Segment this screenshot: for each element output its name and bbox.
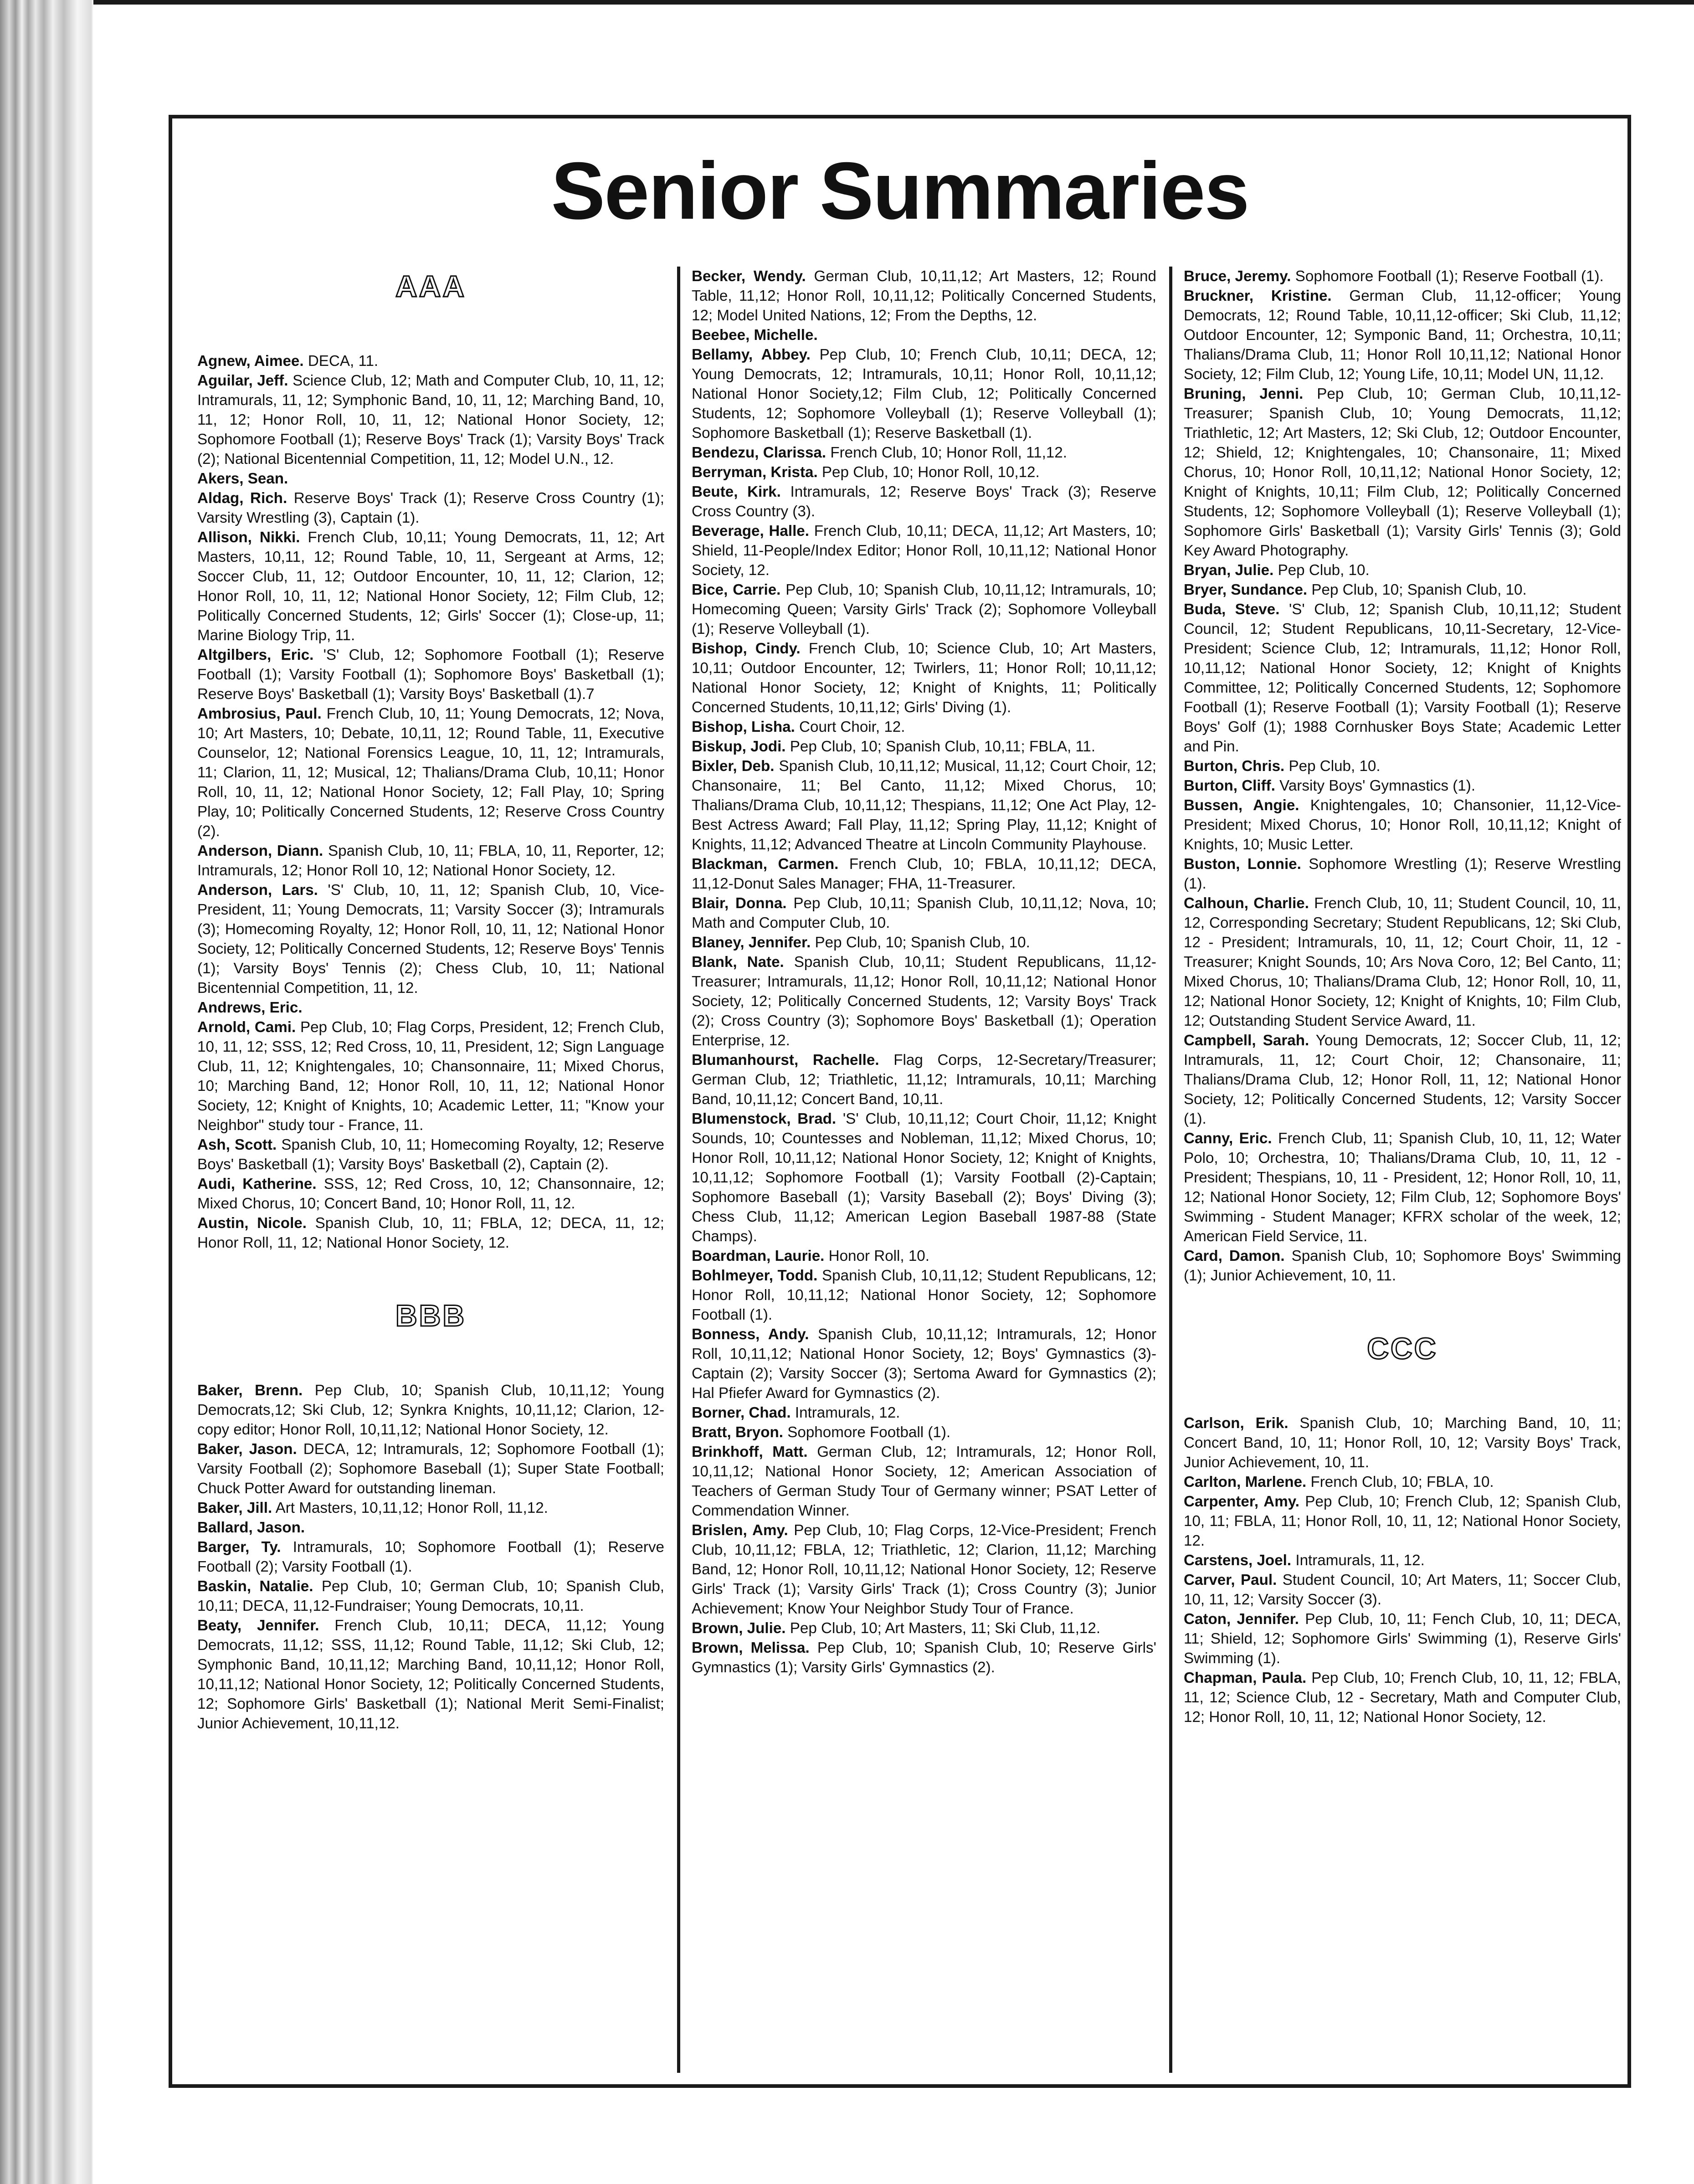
activities-text: Pep Club, 10; Spanish Club, 10,11; FBLA, 11.	[790, 738, 1096, 755]
senior-entry	[1184, 756, 1621, 776]
activities-text: Knightengales, 10; Chansonier, 11,12-Vice-President; Mixed Chorus, 10; Honor Roll, 10,11,12; Knight of Knights, 10; Music Letter.	[1184, 797, 1621, 853]
student-name: Blair, Donna.	[692, 895, 787, 912]
senior-entry	[1184, 384, 1621, 560]
student-name: Ambrosius, Paul.	[197, 705, 322, 722]
senior-entry	[692, 1619, 1156, 1638]
student-name: Bishop, Lisha.	[692, 719, 795, 735]
activities-text: Sophomore Football (1); Reserve Football (1).	[1295, 268, 1604, 285]
student-name: Bohlmeyer, Todd.	[692, 1267, 818, 1284]
student-name: Caton, Jennifer.	[1184, 1611, 1299, 1628]
activities-text: Pep Club, 10.	[1278, 562, 1370, 579]
entries-b2	[692, 267, 1156, 1677]
senior-entry	[197, 1518, 664, 1537]
student-name: Bruning, Jenni.	[1184, 385, 1304, 402]
student-name: Baker, Jason.	[197, 1441, 297, 1458]
activities-text: Pep Club, 10; German Club, 10; Spanish Club, 10,11; DECA, 11,12-Fundraiser; Young Democrats, 10,11.	[197, 1578, 664, 1614]
column-2	[692, 267, 1156, 2057]
senior-entry	[692, 933, 1156, 952]
senior-entry	[197, 841, 664, 880]
senior-entry	[1184, 1129, 1621, 1246]
student-name: Carstens, Joel.	[1184, 1552, 1292, 1569]
activities-text: Spanish Club, 10, 11; Homecoming Royalty, 12; Reserve Boys' Basketball (1); Varsity Boys' Basketball (2), Captain (2).	[197, 1136, 664, 1173]
senior-entry	[1184, 1570, 1621, 1609]
student-name: Ash, Scott.	[197, 1136, 277, 1153]
senior-entry	[197, 645, 664, 704]
activities-text: French Club, 10; Honor Roll, 11,12.	[830, 444, 1067, 461]
senior-entry	[197, 469, 664, 488]
student-name: Burton, Cliff.	[1184, 777, 1275, 794]
student-name: Baskin, Natalie.	[197, 1578, 313, 1595]
student-name: Anderson, Lars.	[197, 882, 318, 899]
student-name: Bice, Carrie.	[692, 581, 781, 598]
student-name: Beebee, Michelle.	[692, 327, 818, 344]
activities-text: Pep Club, 10; French Club, 10,11; DECA, 12; Young Democrats, 12; Intramurals, 10,11; Honor Roll, 10,11,12; National Honor Society,12; Film Club, 12; Politically Concerned Students, 12; Sophomore Volleyball (1); Reserve Volleyball (1); Sophomore Basketball (1); Reserve Basketball (1).	[692, 346, 1156, 442]
senior-entry	[692, 267, 1156, 325]
senior-entry	[1184, 286, 1621, 384]
student-name: Chapman, Paula.	[1184, 1670, 1307, 1686]
activities-text: Spanish Club, 10,11,12; Intramurals, 12; Honor Roll, 10,11,12; National Honor Society, 12; Boys' Gymnastics (3)-Captain (2); Varsity Soccer (3); Sertoma Award for Gymnastics (2); Hal Pfiefer Award for Gymnastics (2).	[692, 1326, 1156, 1402]
activities-text: DECA, 11.	[308, 353, 379, 370]
senior-entry	[197, 488, 664, 528]
student-name: Calhoun, Charlie.	[1184, 895, 1309, 912]
activities-text: DECA, 12; Intramurals, 12; Sophomore Football (1); Varsity Football (2); Sophomore Baseball (1); Super State Football; Chuck Potter Award for outstanding lineman.	[197, 1441, 664, 1497]
activities-text: Pep Club, 10; Flag Corps, President, 12; French Club, 10, 11, 12; SSS, 12; Red Cross, 10, 11, President, 12; Sign Language Club, 11, 12; Knightengales, 10; Chansonnaire, 11; Mixed Chorus, 10; Marching Band, 12; Honor Roll, 10, 11, 12; National Honor Society, 12; Knight of Knights, 10; Academic Letter, 11; "Know your Neighbor" study tour - France, 11.	[197, 1019, 664, 1134]
activities-text: Young Democrats, 12; Soccer Club, 11, 12; Intramurals, 11, 12; Court Choir, 12; Chansonaire, 11; Thalians/Drama Club, 12; Honor Roll, 11, 12; National Honor Society, 12; Politically Concerned Students, 12; Varsity Soccer (1).	[1184, 1032, 1621, 1127]
student-name: Carver, Paul.	[1184, 1572, 1277, 1588]
student-name: Beute, Kirk.	[692, 483, 781, 500]
senior-entry	[692, 1266, 1156, 1325]
column-divider	[677, 267, 680, 2073]
senior-entry	[692, 1442, 1156, 1521]
student-name: Ballard, Jason.	[197, 1519, 305, 1536]
student-name: Blumenstock, Brad.	[692, 1110, 837, 1127]
senior-entry	[197, 880, 664, 998]
student-name: Barger, Ty.	[197, 1539, 281, 1556]
entries-c	[1184, 1413, 1621, 1727]
student-name: Bishop, Cindy.	[692, 640, 801, 657]
student-name: Becker, Wendy.	[692, 268, 806, 285]
activities-text: Sophomore Wrestling (1); Reserve Wrestling (1).	[1184, 856, 1621, 892]
column-1	[197, 267, 664, 2057]
student-name: Aldag, Rich.	[197, 490, 287, 507]
activities-text: French Club, 10,11; DECA, 11,12; Art Masters, 10; Shield, 11-People/Index Editor; Honor Roll, 10,11,12; National Honor Society, 12.	[692, 523, 1156, 579]
activities-text: Art Masters, 10,11,12; Honor Roll, 11,12.	[275, 1500, 548, 1516]
student-name: Altgilbers, Eric.	[197, 647, 314, 663]
senior-entry	[1184, 1031, 1621, 1129]
senior-entry	[692, 1246, 1156, 1266]
senior-entry	[692, 1521, 1156, 1619]
student-name: Carlton, Marlene.	[1184, 1474, 1307, 1490]
entries-b1	[197, 1381, 664, 1733]
activities-text: Court Choir, 12.	[799, 719, 905, 735]
activities-text: Intramurals, 12; Reserve Boys' Track (3); Reserve Cross Country (3).	[692, 483, 1156, 520]
senior-entry	[197, 1174, 664, 1213]
student-name: Blackman, Carmen.	[692, 856, 839, 873]
student-name: Borner, Chad.	[692, 1404, 791, 1421]
activities-text: Pep Club, 10,11; Spanish Club, 10,11,12; Nova, 10; Math and Computer Club, 10.	[692, 895, 1156, 931]
senior-entry	[692, 639, 1156, 717]
entries-b3	[1184, 267, 1621, 1285]
senior-entry	[1184, 580, 1621, 600]
senior-entry	[692, 854, 1156, 894]
activities-text: French Club, 11; Spanish Club, 10, 11, 12; Water Polo, 10; Orchestra, 10; Thalians/Drama Club, 10, 11, 12 - President; Thespians, 10, 11 - President, 12; Honor Roll, 10, 11, 12; National Honor Society, 12; Film Club, 12; Sophomore Boys' Swimming - Student Manager; KFRX scholar of the week, 12; American Field Service, 11.	[1184, 1130, 1621, 1245]
activities-text: Pep Club, 10.	[1288, 758, 1381, 775]
senior-entry	[692, 1325, 1156, 1403]
senior-entry	[197, 351, 664, 371]
senior-entry	[1184, 1413, 1621, 1472]
student-name: Baker, Jill.	[197, 1500, 272, 1516]
activities-text: 'S' Club, 12; Spanish Club, 10,11,12; Student Council, 12; Student Republicans, 10,11-Secretary, 12-Vice-President; Science Club, 12; Intramurals, 11,12; Honor Roll, 10,11,12; National Honor Society, 12; Knight of Knights Committee, 12; Politically Concerned Students, 12; Sophomore Football (1); Reserve Football (1); Varsity Football (1); Reserve Boys' Golf (1); 1988 Cornhusker Boys State; Academic Letter and Pin.	[1184, 601, 1621, 755]
senior-entry	[692, 482, 1156, 521]
senior-entry	[197, 371, 664, 469]
activities-text: French Club, 10, 11; Student Council, 10, 11, 12, Corresponding Secretary; Student Republicans, 12; Ski Club, 12 - President; Intramurals, 10, 11, 12; Court Choir, 11, 12 - Treasurer; Knight Sounds, 10; Ars Nova Coro, 12; Bel Canto, 11; Mixed Chorus, 10; Thalians/Drama Club, 12; Honor Roll, 10, 11, 12; National Honor Society, 12; Knight of Knights, 10; Film Club, 12; Outstanding Student Service Award, 11.	[1184, 895, 1621, 1029]
senior-entry	[197, 1017, 664, 1135]
student-name: Carpenter, Amy.	[1184, 1493, 1299, 1510]
activities-text: Intramurals, 11, 12.	[1295, 1552, 1425, 1569]
activities-text: Spanish Club, 10, 11; FBLA, 10, 11, Reporter, 12; Intramurals, 12; Honor Roll 10, 12; National Honor Society, 12.	[197, 843, 664, 879]
activities-text: Pep Club, 10; Spanish Club, 10,11,12; Intramurals, 10; Homecoming Queen; Varsity Girls' Track (2); Sophomore Volleyball (1); Reserve Volleyball (1).	[692, 581, 1156, 637]
activities-text: Spanish Club, 10,11; Student Republicans, 11,12-Treasurer; Intramurals, 11,12; Honor Roll, 10,11,12; National Honor Society, 12; Politically Concerned Students, 12; Varsity Boys' Track (2); Cross Country (3); Sophomore Boys' Basketball (1); Operation Enterprise, 12.	[692, 954, 1156, 1049]
senior-entry	[197, 1135, 664, 1174]
student-name: Aguilar, Jeff.	[197, 372, 288, 389]
student-name: Arnold, Cami.	[197, 1019, 296, 1036]
senior-entry	[1184, 560, 1621, 580]
senior-entry	[692, 952, 1156, 1050]
student-name: Card, Damon.	[1184, 1248, 1285, 1264]
activities-text: Pep Club, 10; French Club, 12; Spanish Club, 10, 11; FBLA, 11; Honor Roll, 10, 11, 12; National Honor Society, 12.	[1184, 1493, 1621, 1549]
activities-text: Science Club, 12; Math and Computer Club, 10, 11, 12; Intramurals, 11, 12; Symphonic Band, 10, 11, 12; Marching Band, 10, 11, 12; Honor Roll, 10, 11, 12; National Honor Society, 12; Sophomore Football (1); Reserve Boys' Track (1); Varsity Boys' Track (2); National Bicentennial Competition, 11, 12; Model U.N., 12.	[197, 372, 664, 468]
activities-text: Pep Club, 10; French Club, 10, 11, 12; FBLA, 11, 12; Science Club, 12 - Secretary, Math and Computer Club, 12; Honor Roll, 10, 11, 12; National Honor Society, 12.	[1184, 1670, 1621, 1726]
senior-entry	[1184, 1551, 1621, 1570]
activities-text: Varsity Boys' Gymnastics (1).	[1279, 777, 1476, 794]
activities-text: Pep Club, 10, 11; Fench Club, 10, 11; DECA, 11; Shield, 12; Sophomore Girls' Swimming (1), Reserve Girls' Swimming (1).	[1184, 1611, 1621, 1667]
senior-entry	[1184, 1492, 1621, 1551]
activities-text: French Club, 10; FBLA, 10,11,12; DECA, 11,12-Donut Sales Manager; FHA, 11-Treasurer.	[692, 856, 1156, 892]
student-name: Audi, Katherine.	[197, 1176, 317, 1192]
senior-entry	[692, 1050, 1156, 1109]
activities-text: Spanish Club, 10; Sophomore Boys' Swimming (1); Junior Achievement, 10, 11.	[1184, 1248, 1621, 1284]
activities-text: Pep Club, 10; Spanish Club, 10.	[1311, 581, 1527, 598]
student-name: Canny, Eric.	[1184, 1130, 1272, 1147]
senior-entry	[692, 737, 1156, 756]
activities-text: French Club, 10; FBLA, 10.	[1310, 1474, 1494, 1490]
senior-entry	[692, 717, 1156, 737]
senior-entry	[1184, 776, 1621, 796]
top-rule	[93, 0, 1694, 5]
senior-entry	[1184, 1609, 1621, 1668]
activities-text: Student Council, 10; Art Maters, 11; Soccer Club, 10, 11, 12; Varsity Soccer (3).	[1184, 1572, 1621, 1608]
student-name: Carlson, Erik.	[1184, 1415, 1288, 1432]
section-header-aaa: AAA	[395, 269, 466, 303]
activities-text: German Club, 12; Intramurals, 12; Honor Roll, 10,11,12; National Honor Society, 12; American Association of Teachers of German Study Tour of Germany winner; PSAT Letter of Commendation Winner.	[692, 1444, 1156, 1519]
student-name: Baker, Brenn.	[197, 1382, 303, 1399]
student-name: Bruce, Jeremy.	[1184, 268, 1291, 285]
senior-entry	[692, 521, 1156, 580]
student-name: Burton, Chris.	[1184, 758, 1285, 775]
activities-text: French Club, 10,11; DECA, 11,12; Young Democrats, 11,12; SSS, 11,12; Round Table, 11,12; Ski Club, 12; Symphonic Band, 10,11,12; Marching Band, 10,11,12; Honor Roll, 10,11,12; National Honor Society, 12; Politically Concerned Students, 12; Sophomore Girls' Basketball (1); National Merit Semi-Finalist; Junior Achievement, 10,11,12.	[197, 1617, 664, 1732]
senior-entry	[197, 1213, 664, 1253]
activities-text: German Club, 10,11,12; Art Masters, 12; Round Table, 11,12; Honor Roll, 10,11,12; Politically Concerned Students, 12; Model United Nations, 12; From the Depths, 12.	[692, 268, 1156, 324]
activities-text: Flag Corps, 12-Secretary/Treasurer; German Club, 12; Triathletic, 11,12; Intramurals, 10,11; Marching Band, 10,11,12; Concert Band, 10,11.	[692, 1052, 1156, 1108]
page-frame	[169, 115, 1631, 2088]
student-name: Bryan, Julie.	[1184, 562, 1274, 579]
senior-entry	[692, 1109, 1156, 1246]
column-3	[1184, 267, 1621, 2057]
student-name: Berryman, Krista.	[692, 464, 818, 481]
student-name: Bruckner, Kristine.	[1184, 288, 1332, 304]
activities-text: German Club, 11,12-officer; Young Democrats, 12; Round Table, 10,11,12-officer; Ski Club, 11,12; Outdoor Encounter, 12; Symponic Band, 11; Orchestra, 10,11; Thalians/Drama Club, 11; Honor Roll 10,11,12; National Honor Society, 12; Film Club, 12; Young Life, 10,11; Model UN, 11,12.	[1184, 288, 1621, 383]
senior-entry	[197, 704, 664, 841]
senior-entry	[197, 1439, 664, 1498]
senior-entry	[692, 580, 1156, 639]
student-name: Bussen, Angie.	[1184, 797, 1299, 814]
activities-text: Reserve Boys' Track (1); Reserve Cross Country (1); Varsity Wrestling (3), Captain (1).	[197, 490, 664, 526]
student-name: Austin, Nicole.	[197, 1215, 307, 1232]
entries-a	[197, 351, 664, 1253]
activities-text: Spanish Club, 10,11,12; Student Republicans, 12; Honor Roll, 10,11,12; National Honor Society, 12; Sophomore Football (1).	[692, 1267, 1156, 1323]
senior-entry	[1184, 600, 1621, 756]
senior-entry	[197, 1577, 664, 1616]
student-name: Allison, Nikki.	[197, 529, 300, 546]
activities-text: Pep Club, 10; Spanish Club, 10; Reserve Girls' Gymnastics (1); Varsity Girls' Gymnastics (2).	[692, 1639, 1156, 1676]
activities-text: French Club, 10, 11; Young Democrats, 12; Nova, 10; Art Masters, 10; Debate, 10,11, 12; Round Table, 11, Executive Counselor, 12; National Forensics League, 10, 11, 12; Intramurals, 11; Clarion, 11, 12; Musical, 12; Thalians/Drama Club, 10,11; Honor Roll, 10, 11, 12; National Honor Society, 12; Fall Play, 10; Spring Play, 10; Politically Concerned Students, 12; Reserve Cross Country (2).	[197, 705, 664, 840]
senior-entry	[197, 1381, 664, 1439]
senior-entry	[1184, 854, 1621, 894]
senior-entry	[1184, 1246, 1621, 1285]
senior-entry	[197, 1616, 664, 1733]
student-name: Brown, Julie.	[692, 1620, 786, 1637]
activities-text: Pep Club, 10; Honor Roll, 10,12.	[821, 464, 1040, 481]
activities-text: Spanish Club, 10; Marching Band, 10, 11; Concert Band, 10, 11; Honor Roll, 10, 12; Varsity Boys' Track, Junior Achievement, 10, 11.	[1184, 1415, 1621, 1471]
senior-entry	[692, 462, 1156, 482]
student-name: Brinkhoff, Matt.	[692, 1444, 808, 1460]
section-header-bbb: BBB	[395, 1299, 466, 1332]
student-name: Brown, Melissa.	[692, 1639, 810, 1656]
senior-entry	[197, 998, 664, 1017]
student-name: Bellamy, Abbey.	[692, 346, 811, 363]
student-name: Anderson, Diann.	[197, 843, 323, 859]
senior-entry	[692, 325, 1156, 345]
student-name: Campbell, Sarah.	[1184, 1032, 1309, 1049]
activities-text: Honor Roll, 10.	[828, 1248, 929, 1264]
activities-text: Pep Club, 10; Spanish Club, 10.	[815, 934, 1030, 951]
student-name: Brislen, Amy.	[692, 1522, 788, 1539]
student-name: Bryer, Sundance.	[1184, 581, 1308, 598]
student-name: Bendezu, Clarissa.	[692, 444, 826, 461]
senior-entry	[692, 1638, 1156, 1677]
senior-entry	[1184, 796, 1621, 854]
activities-text: Spanish Club, 10,11,12; Musical, 11,12; Court Choir, 12; Chansonaire, 11; Bel Canto, 11,12; Mixed Chorus, 10; Thalians/Drama Club, 10,11,12; Thespians, 11,12; One Act Play, 12-Best Actress Award; Fall Play, 11,12; Spring Play, 11,12; Knight of Knights, 11,12; Advanced Theatre at Lincoln Community Playhouse.	[692, 758, 1156, 853]
senior-entry	[692, 443, 1156, 462]
student-name: Bixler, Deb.	[692, 758, 775, 775]
student-name: Blank, Nate.	[692, 954, 784, 971]
activities-text: Pep Club, 10; Art Masters, 11; Ski Club, 11,12.	[790, 1620, 1101, 1637]
activities-text: Intramurals, 12.	[795, 1404, 900, 1421]
senior-entry	[197, 1498, 664, 1518]
activities-text: Pep Club, 10; Flag Corps, 12-Vice-President; French Club, 10,11,12; FBLA, 12; Triathletic, 12; Clarion, 11,12; Marching Band, 12; Honor Roll, 10,11,12; National Honor Society, 12; Reserve Girls' Track (1); Varsity Girls' Track (1); Cross Country (3); Junior Achievement; Know Your Neighbor Study Tour of France.	[692, 1522, 1156, 1617]
section-header-ccc: CCC	[1367, 1331, 1438, 1365]
activities-text: Intramurals, 10; Sophomore Football (1); Reserve Football (2); Varsity Football (1).	[197, 1539, 664, 1575]
activities-text: Spanish Club, 10, 11; FBLA, 12; DECA, 11, 12; Honor Roll, 11, 12; National Honor Society, 12.	[197, 1215, 664, 1251]
student-name: Buda, Steve.	[1184, 601, 1280, 618]
student-name: Buston, Lonnie.	[1184, 856, 1301, 873]
senior-entry	[197, 528, 664, 645]
column-divider	[1169, 267, 1172, 2073]
page-title: Senior Summaries	[551, 145, 1249, 236]
senior-entry	[1184, 1668, 1621, 1727]
senior-entry	[692, 1423, 1156, 1442]
student-name: Agnew, Aimee.	[197, 353, 304, 370]
senior-entry	[1184, 267, 1621, 286]
senior-entry	[1184, 1472, 1621, 1492]
page-edge-stack	[0, 0, 93, 2184]
activities-text: 'S' Club, 12; Sophomore Football (1); Reserve Football (1); Varsity Football (1); Sophomore Boys' Basketball (1); Reserve Boys' Basketball (1); Varsity Boys' Basketball (1).7	[197, 647, 664, 703]
senior-entry	[197, 1537, 664, 1577]
activities-text: French Club, 10,11; Young Democrats, 11, 12; Art Masters, 10,11, 12; Round Table, 10, 11, Sergeant at Arms, 12; Soccer Club, 11, 12; Outdoor Encounter, 10, 11, 12; Clarion, 12; Honor Roll, 10, 11, 12; National Honor Society, 12; Film Club, 12; Politically Concerned Students, 12; Girls' Soccer (1); Close-up, 11; Marine Biology Trip, 11.	[197, 529, 664, 644]
activities-text: French Club, 10; Science Club, 10; Art Masters, 10,11; Outdoor Encounter, 12; Twirlers, 11; Honor Roll; 10,11,12; National Honor Society, 12; Knight of Knights, 11; Politically Concerned Students, 10,11,12; Girls' Diving (1).	[692, 640, 1156, 716]
senior-entry	[692, 756, 1156, 854]
student-name: Andrews, Eric.	[197, 999, 303, 1016]
activities-text: Sophomore Football (1).	[787, 1424, 951, 1441]
student-name: Beaty, Jennifer.	[197, 1617, 319, 1634]
student-name: Blumanhourst, Rachelle.	[692, 1052, 879, 1069]
senior-entry	[692, 345, 1156, 443]
senior-entry	[692, 1403, 1156, 1423]
student-name: Blaney, Jennifer.	[692, 934, 811, 951]
activities-text: Pep Club, 10; Spanish Club, 10,11,12; Young Democrats,12; Ski Club, 12; Synkra Knights, 10,11,12; Clarion, 12-copy editor; Honor Roll, 10,11,12; National Honor Society, 12.	[197, 1382, 664, 1438]
senior-entry	[692, 894, 1156, 933]
student-name: Bratt, Bryon.	[692, 1424, 783, 1441]
student-name: Beverage, Halle.	[692, 523, 809, 540]
activities-text: 'S' Club, 10, 11, 12; Spanish Club, 10, Vice-President, 11; Young Democrats, 11; Varsity Soccer (3); Intramurals (3); Homecoming Royalty, 12; Honor Roll, 10, 11, 12; National Honor Society, 12; Politically Concerned Students, 12; Reserve Boys' Tennis (1); Varsity Boys' Tennis (2); Chess Club, 10, 11; National Bicentennial Competition, 11, 12.	[197, 882, 664, 997]
activities-text: SSS, 12; Red Cross, 10, 12; Chansonnaire, 12; Mixed Chorus, 10; Concert Band, 10; Honor Roll, 11, 12.	[197, 1176, 664, 1212]
student-name: Biskup, Jodi.	[692, 738, 786, 755]
student-name: Boardman, Laurie.	[692, 1248, 825, 1264]
student-name: Akers, Sean.	[197, 470, 288, 487]
student-name: Bonness, Andy.	[692, 1326, 809, 1343]
senior-entry	[1184, 894, 1621, 1031]
activities-text: Pep Club, 10; German Club, 10,11,12-Treasurer; Spanish Club, 10; Young Democrats, 11,12; Triathletic, 12; Art Masters, 12; Ski Club, 12; Outdoor Encounter, 12; Shield, 12; Knightengales, 10; Chansonaire, 11; Mixed Chorus, 10; Honor Roll, 10,11,12; National Honor Society, 12; Knight of Knights, 10,11; Film Club, 12; Politically Concerned Students, 12; Sophomore Volleyball (1); Reserve Volleyball (1); Sophomore Girls' Basketball (1); Varsity Girls' Tennis (3); Gold Key Award Photography.	[1184, 385, 1621, 559]
activities-text: 'S' Club, 10,11,12; Court Choir, 11,12; Knight Sounds, 10; Countesses and Nobleman, 11,12; Mixed Chorus, 10; Honor Roll, 10,11,12; National Honor Society, 12; Knight of Knights, 10,11,12; Sophomore Football (1); Varsity Football (2)-Captain; Sophomore Baseball (1); Varsity Baseball (2); Boys' Diving (3); Chess Club, 11,12; American Legion Baseball 1987-88 (State Champs).	[692, 1110, 1156, 1245]
